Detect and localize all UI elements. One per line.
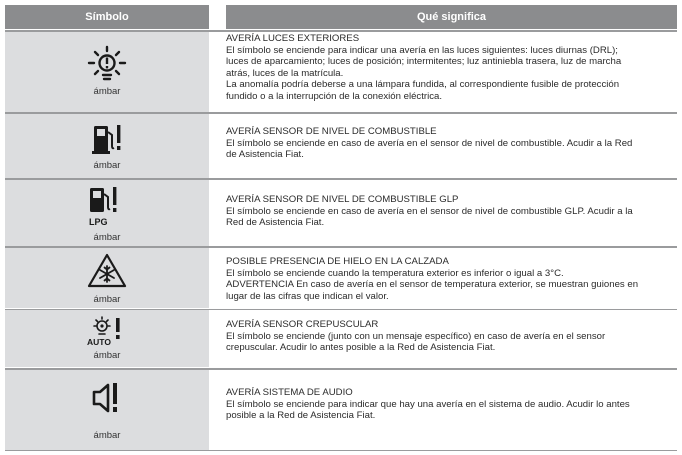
description-line: El símbolo se enciende en caso de avería en el sensor de nivel de combustible GLP. Acudir a la xyxy=(226,205,633,217)
symbol-cell xyxy=(5,32,209,112)
description-line: crepuscular. Acudir lo antes posible a la Red de Asistencia Fiat. xyxy=(226,342,496,354)
symbol-column-header: Símbolo xyxy=(5,5,209,29)
audio-system-fault-icon xyxy=(5,380,209,421)
symbol-cell xyxy=(5,248,209,308)
description-line: ADVERTENCIA En caso de avería en el sensor de temperatura exterior, se muestran guiones en xyxy=(226,279,639,291)
description-line: posible a la Red de Asistencia Fiat. xyxy=(226,410,376,422)
color-label: ámbar xyxy=(93,232,121,243)
description-line: lugar de las cifras que indican el valor. xyxy=(226,290,389,302)
symbol-cell xyxy=(5,114,209,178)
row-title: AVERÍA SISTEMA DE AUDIO xyxy=(226,387,353,398)
description-cell xyxy=(226,256,674,302)
row-title: AVERÍA SENSOR CREPUSCULAR xyxy=(226,319,379,330)
table-row xyxy=(0,180,682,246)
ice-warning-icon xyxy=(5,252,209,295)
description-line: de Asistencia Fiat. xyxy=(226,149,304,161)
auto-icon-label: AUTO xyxy=(87,337,111,347)
description-cell xyxy=(226,33,674,103)
description-line: La anomalía podría deberse a una lámpara fundida, al correspondiente fusible de protección xyxy=(226,79,620,91)
table-row xyxy=(0,248,682,308)
row-divider xyxy=(5,450,677,451)
row-title: AVERÍA SENSOR DE NIVEL DE COMBUSTIBLE xyxy=(226,126,437,137)
color-label: ámbar xyxy=(93,430,121,441)
table-row xyxy=(0,114,682,178)
exterior-lights-fault-icon xyxy=(5,44,209,87)
color-label: ámbar xyxy=(93,350,121,361)
description-cell xyxy=(226,387,674,422)
meaning-column-header: Qué significa xyxy=(226,5,677,29)
color-label: ámbar xyxy=(93,294,121,305)
description-line: atrás, luces de la matrícula. xyxy=(226,67,344,79)
table-row xyxy=(0,370,682,450)
row-title: AVERÍA SENSOR DE NIVEL DE COMBUSTIBLE GLP xyxy=(226,194,459,205)
description-line: Red de Asistencia Fiat. xyxy=(226,217,325,229)
color-label: ámbar xyxy=(93,86,121,97)
description-line: luces de aparcamiento; luces de posición; intermitentes; luz antiniebla trasera, luz de marcha xyxy=(226,56,622,68)
description-line: El símbolo se enciende en caso de avería en el sensor de nivel de combustible. Acudir a la Red xyxy=(226,137,633,149)
table-row xyxy=(0,310,682,367)
row-title: AVERÍA LUCES EXTERIORES xyxy=(226,33,360,44)
lpg-icon-label: LPG xyxy=(89,217,108,227)
description-line: El símbolo se enciende (junto con un mensaje específico) en caso de avería en el sensor xyxy=(226,330,606,342)
table-row xyxy=(0,32,682,112)
row-title: POSIBLE PRESENCIA DE HIELO EN LA CALZADA xyxy=(226,256,449,267)
description-line: fundido o a la interrupción de la conexión eléctrica. xyxy=(226,90,442,102)
symbol-cell xyxy=(5,310,209,367)
description-cell xyxy=(226,319,674,354)
description-line: El símbolo se enciende para indicar una avería en las luces siguientes: luces diurnas (DRL); xyxy=(226,44,618,56)
symbol-cell xyxy=(5,370,209,450)
description-cell xyxy=(226,126,674,161)
color-label: ámbar xyxy=(93,160,121,171)
symbol-cell xyxy=(5,180,209,246)
description-line: El símbolo se enciende para indicar que hay una avería en el sistema de audio. Acudir lo antes xyxy=(226,398,630,410)
description-line: El símbolo se enciende cuando la temperatura exterior es inferior o igual a 3°C. xyxy=(226,267,564,279)
description-cell xyxy=(226,194,674,229)
fuel-level-sensor-fault-icon xyxy=(5,122,209,161)
